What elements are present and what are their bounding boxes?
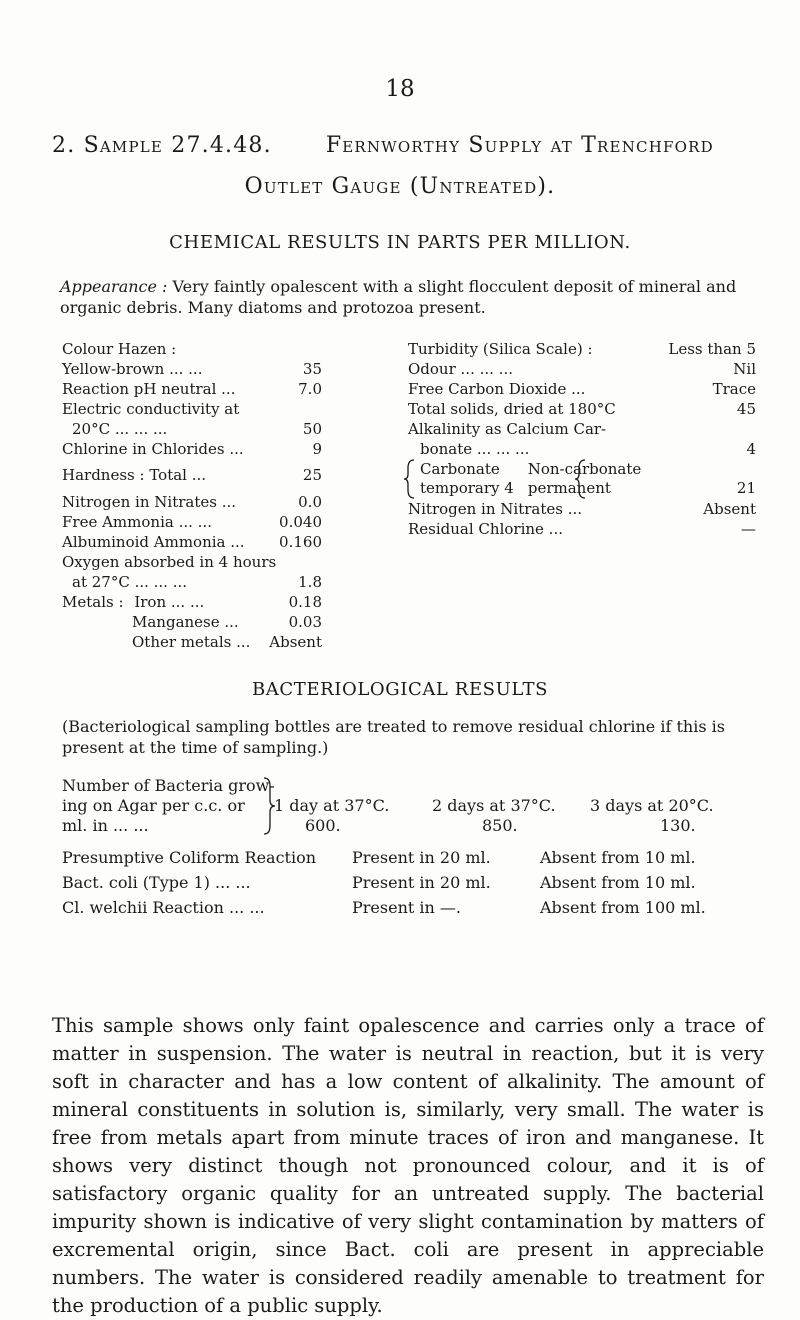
conductivity-temp-row: [62, 420, 322, 439]
hardness-label: Hardness : Total ...: [62, 466, 207, 484]
conductivity-value: 50: [302, 420, 322, 438]
reaction-value: 7.0: [298, 380, 322, 398]
coliform-absent: Absent from 10 ml.: [540, 848, 696, 867]
co2-row: [408, 380, 756, 399]
sample-label: 2. Sample 27.4.48.: [52, 133, 272, 158]
other-metals-value: Absent: [269, 633, 322, 651]
oxygen-temp-label: at 27°C ... ... ...: [72, 573, 188, 591]
residual-label: Residual Chlorine ...: [408, 520, 563, 538]
residual-row: [408, 520, 756, 539]
iron-label: Iron ... ...: [134, 593, 205, 611]
bacteria-col3-value: 130.: [660, 816, 696, 835]
permanent-value: 21: [736, 479, 756, 497]
colour-row: [62, 340, 322, 359]
conductivity-row: [62, 400, 322, 419]
bact-coli-absent: Absent from 10 ml.: [540, 873, 696, 892]
solids-value: 45: [736, 400, 756, 418]
alkalinity-value: 4: [746, 440, 756, 458]
supply-name: Fernworthy Supply at Trenchford: [325, 133, 714, 158]
bact-coli-label: Bact. coli (Type 1) ... ...: [62, 873, 251, 892]
appearance-paragraph: [60, 276, 780, 318]
manganese-label: Manganese ...: [132, 613, 239, 631]
nitrates-label: Nitrogen in Nitrates ...: [62, 493, 237, 511]
albuminoid-row: [62, 533, 322, 552]
coliform-label: Presumptive Coliform Reaction: [62, 848, 317, 867]
oxygen-row: [62, 553, 322, 572]
reaction-label: Reaction pH neutral ...: [62, 380, 236, 398]
oxygen-value: 1.8: [298, 573, 322, 591]
odour-value: Nil: [733, 360, 756, 378]
bacteriological-note: (Bacteriological sampling bottles are treated to remove residual chlorine if this is present at the time of sampling.): [62, 717, 725, 757]
other-metals-row: [62, 633, 322, 652]
permanent-label: permanent: [527, 479, 611, 497]
nitrates-value: 0.0: [298, 493, 322, 511]
bonate-label: bonate ... ... ...: [420, 440, 530, 458]
solids-row: [408, 400, 756, 419]
iron-value: 0.18: [288, 593, 322, 611]
oxygen-temp-row: [62, 573, 322, 592]
temporary-label: temporary 4: [420, 479, 514, 497]
odour-label: Odour ... ... ...: [408, 360, 513, 378]
manganese-row: [62, 613, 322, 632]
nitrates-row: [62, 493, 322, 512]
sample-heading: [52, 133, 714, 158]
noncarbonate-label: Non-carbonate: [527, 460, 642, 478]
page-number: 18: [385, 76, 415, 102]
bonate-row: [408, 440, 756, 459]
co2-label: Free Carbon Dioxide ...: [408, 380, 586, 398]
yellow-brown-row: [62, 360, 322, 379]
chlorine-value: 9: [312, 440, 322, 458]
albuminoid-value: 0.160: [279, 533, 322, 551]
chlorine-row: [62, 440, 322, 459]
hardness-value: 25: [302, 466, 322, 484]
yellow-brown-label: Yellow-brown ... ...: [62, 360, 203, 378]
bacteria-col1-value: 600.: [305, 816, 341, 835]
other-metals-label: Other metals ...: [132, 633, 251, 651]
free-ammonia-label: Free Ammonia ... ...: [62, 513, 212, 531]
bacteria-count-label-2: ing on Agar per c.c. or: [62, 796, 245, 815]
nitrites-label: Nitrogen in Nitrates ...: [408, 500, 583, 518]
nitrites-row: [408, 500, 756, 519]
turbidity-row: [408, 340, 756, 359]
turbidity-label: Turbidity (Silica Scale) :: [408, 340, 593, 358]
chemical-results-heading: CHEMICAL RESULTS IN PARTS PER MILLION.: [169, 232, 631, 253]
manganese-value: 0.03: [288, 613, 322, 631]
turbidity-value: Less than 5: [668, 340, 756, 358]
residual-value: —: [741, 520, 756, 538]
co2-value: Trace: [712, 380, 756, 398]
appearance-label: Appearance :: [60, 277, 168, 296]
welchii-label: Cl. welchii Reaction ... ...: [62, 898, 265, 917]
noncarbonate-brace: [575, 458, 587, 500]
bacteria-count-label-3: ml. in ... ...: [62, 816, 149, 835]
conductivity-temp-label: 20°C ... ... ...: [72, 420, 168, 438]
oxygen-label: Oxygen absorbed in 4 hours: [62, 553, 277, 571]
carbonate-brace: [404, 458, 416, 500]
free-ammonia-value: 0.040: [279, 513, 322, 531]
conductivity-label: Electric conductivity at: [62, 400, 240, 418]
yellow-brown-value: 35: [302, 360, 322, 378]
welchii-present: Present in —.: [352, 898, 461, 917]
albuminoid-label: Albuminoid Ammonia ...: [62, 533, 245, 551]
bacteria-col3-header: 3 days at 20°C.: [590, 796, 714, 815]
bact-coli-present: Present in 20 ml.: [352, 873, 491, 892]
bacteria-col2-value: 850.: [482, 816, 518, 835]
bacteria-col2-header: 2 days at 37°C.: [432, 796, 556, 815]
outlet-heading: Outlet Gauge (Untreated).: [244, 174, 556, 199]
iron-row: [62, 593, 322, 612]
bacteria-count-label-1: Number of Bacteria grow-: [62, 776, 275, 795]
appearance-text: Very faintly opalescent with a slight flocculent deposit of mineral and organic debris. Many diatoms and protozoa present.: [60, 277, 737, 317]
chlorine-label: Chlorine in Chlorides ...: [62, 440, 244, 458]
nitrites-value: Absent: [703, 500, 756, 518]
summary-paragraph: This sample shows only faint opalescence and carries only a trace of matter in suspension. The water is neutral in reaction, but it is very soft in character and has a low content of alkalinity. The amount of mineral constituents in solution is, similarly, very small. The water is free from metals apart from minute traces of iron and manganese. It shows very distinct though not pronounced colour, and it is of satisfactory organic quality for an untreated supply. The bacterial impurity shown is indicative of very slight contamination by matters of excremental origin, since Bact. coli are present in appreciable numbers. The water is considered readily amenable to treatment for the production of a public supply.: [52, 1014, 764, 1317]
coliform-present: Present in 20 ml.: [352, 848, 491, 867]
free-ammonia-row: [62, 513, 322, 532]
alkalinity-row: [408, 420, 756, 439]
hardness-row: [62, 466, 322, 485]
solids-label: Total solids, dried at 180°C: [408, 400, 616, 418]
welchii-absent: Absent from 100 ml.: [540, 898, 706, 917]
carbonate-label: Carbonate: [420, 460, 500, 478]
odour-row: [408, 360, 756, 379]
bacteriological-heading: BACTERIOLOGICAL RESULTS: [251, 679, 549, 700]
alkalinity-label: Alkalinity as Calcium Car-: [408, 420, 607, 438]
metals-label: Metals :: [62, 593, 124, 611]
bacteria-col1-header: 1 day at 37°C.: [274, 796, 390, 815]
reaction-row: [62, 380, 322, 399]
colour-label: Colour Hazen :: [62, 340, 177, 358]
